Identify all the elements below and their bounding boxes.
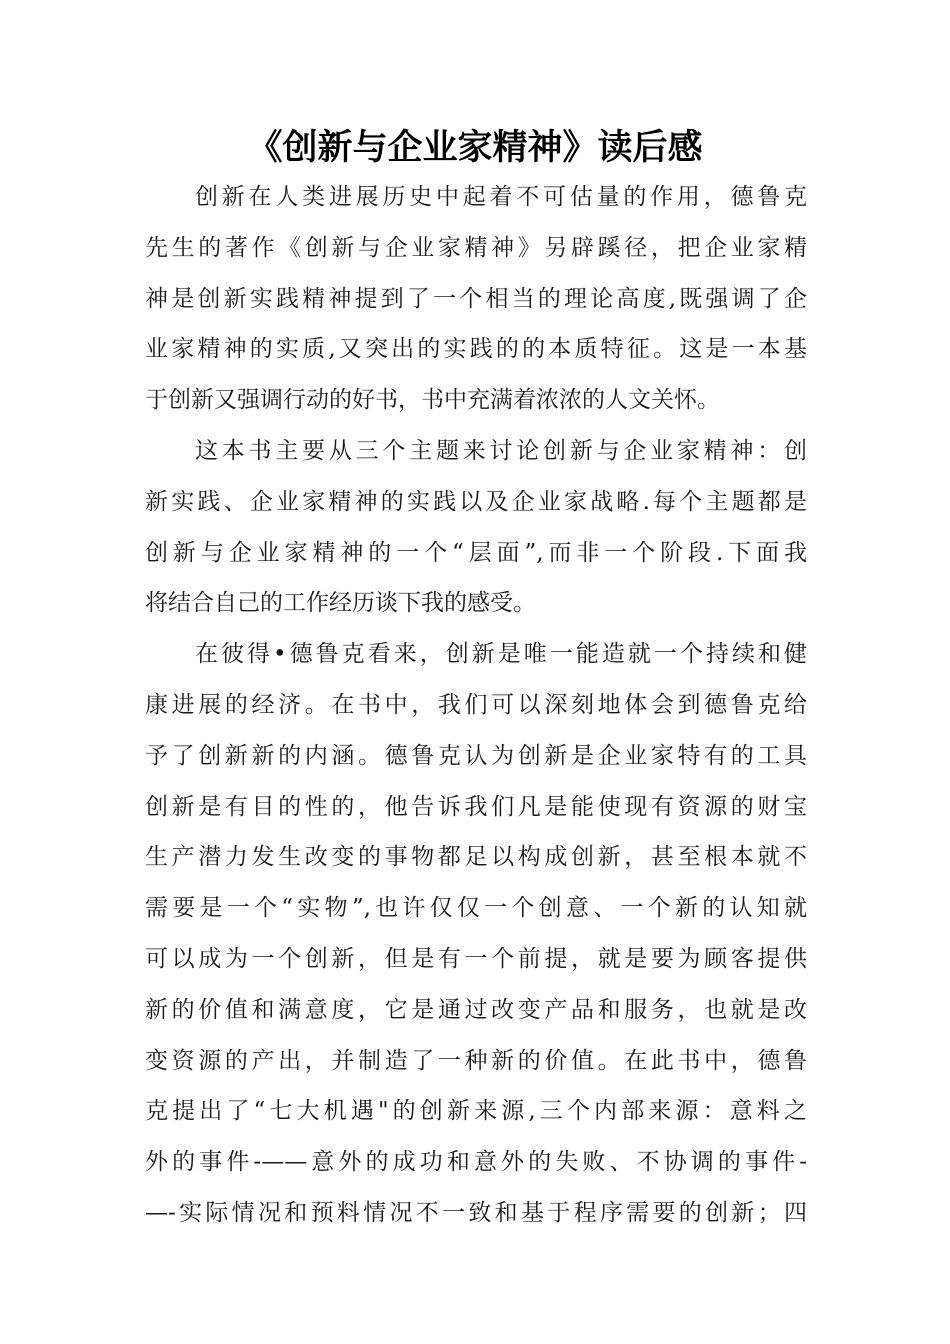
text-line: 在彼得•德鲁克看来，创新是唯一能造就一个持续和健	[195, 641, 807, 668]
text-line: 创新是有目的性的，他告诉我们凡是能使现有资源的财宝	[145, 793, 807, 820]
text-line: 这本书主要从三个主题来讨论创新与企业家精神：创	[195, 437, 807, 464]
text-line: 业家精神的实质,又突出的实践的的本质特征。这是一本基	[145, 336, 807, 363]
text-line: 将结合自己的工作经历谈下我的感受。	[145, 590, 536, 617]
text-line: 需要是一个“实物”,也许仅仅一个创意、一个新的认知就	[145, 895, 807, 922]
text-line: 生产潜力发生改变的事物都足以构成创新，甚至根本就不	[145, 844, 807, 871]
text-line: 于创新又强调行动的好书，书中充满着浓浓的人文关怀。	[145, 387, 720, 414]
text-line: 康进展的经济。在书中，我们可以深刻地体会到德鲁克给	[145, 691, 807, 718]
text-line: 外的事件-——意外的成功和意外的失败、不协调的事件-	[145, 1149, 807, 1176]
text-line: 可以成为一个创新，但是有一个前提，就是要为顾客提供	[145, 945, 807, 972]
text-line: 神是创新实践精神提到了一个相当的理论高度,既强调了企	[145, 285, 807, 312]
text-line: 变资源的产出，并制造了一种新的价值。在此书中，德鲁	[145, 1047, 807, 1074]
text-line: 新实践、企业家精神的实践以及企业家战略.每个主题都是	[145, 488, 807, 515]
text-line: 予了创新新的内涵。德鲁克认为创新是企业家特有的工具	[145, 742, 807, 769]
text-line: 创新在人类进展历史中起着不可估量的作用，德鲁克	[195, 184, 807, 210]
text-line: —-实际情况和预料情况不一致和基于程序需要的创新；四	[145, 1199, 807, 1226]
text-line: 先生的著作《创新与企业家精神》另辟蹊径，把企业家精	[145, 234, 807, 261]
text-line: 创新与企业家精神的一个“层面”,而非一个阶段.下面我	[145, 539, 807, 566]
document-body	[145, 172, 807, 1239]
text-line: 新的价值和满意度，它是通过改变产品和服务，也就是改	[145, 996, 807, 1023]
document-title: 《创新与企业家精神》读后感	[247, 127, 703, 168]
text-line: 克提出了“七大机遇"的创新来源,三个内部来源：意料之	[145, 1098, 807, 1125]
